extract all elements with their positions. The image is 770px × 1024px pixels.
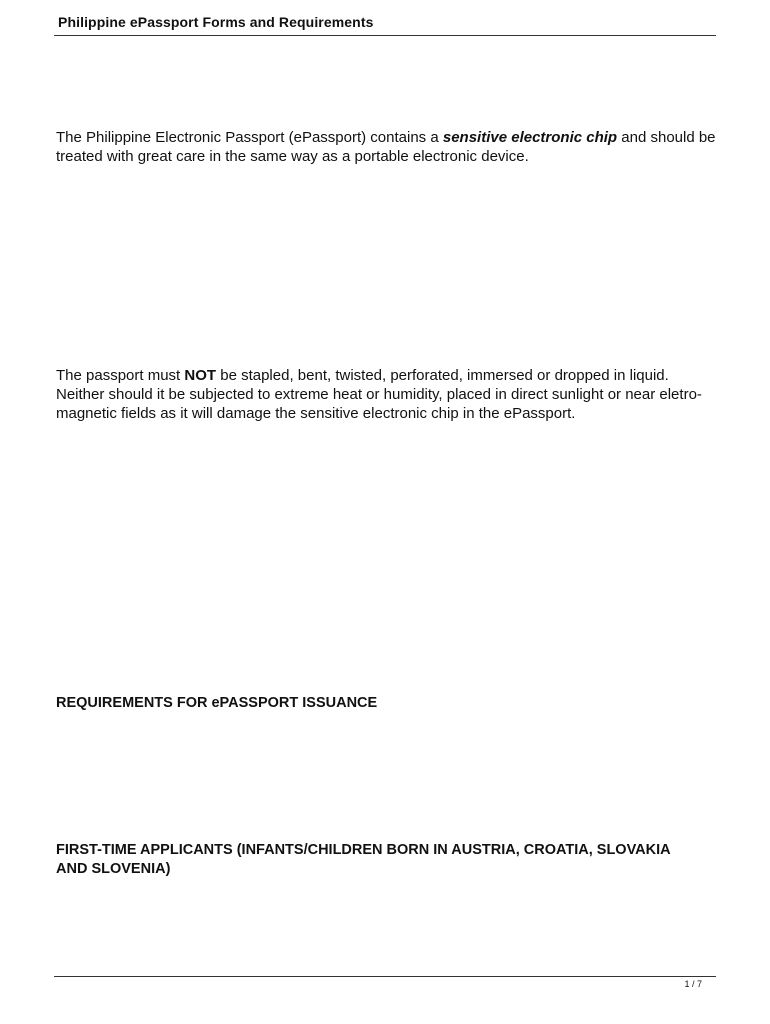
intro-text-end: and should be treated with great care in the same way as a portable electronic device.: [56, 129, 716, 165]
first-time-applicants-heading: FIRST-TIME APPLICANTS (INFANTS/CHILDREN BORN IN AUSTRIA, CROATIA, SLOVAKIA AND SLOVENIA): [56, 842, 671, 877]
footer-divider: [54, 976, 716, 977]
intro-text-start: The Philippine Electronic Passport (ePassport) contains a: [56, 129, 443, 146]
header-divider: [54, 35, 716, 36]
intro-emphasis: sensitive electronic chip: [442, 129, 618, 146]
care-strong: NOT: [184, 367, 217, 384]
page-number: 1 / 7: [684, 979, 702, 989]
care-text-end: be stapled, bent, twisted, perforated, immersed or dropped in liquid. Neither should it be subjected to extreme heat or humidity, placed in direct sunlight or near eletro-magnetic fields as it will damage the sensitive electronic chip in the ePassport.: [56, 367, 702, 422]
document-header-title: Philippine ePassport Forms and Requirements: [58, 14, 374, 30]
care-paragraph: [56, 366, 716, 423]
care-text-start: The passport must: [56, 367, 185, 384]
requirements-heading: REQUIREMENTS FOR ePASSPORT ISSUANCE: [56, 695, 378, 711]
intro-paragraph: [56, 128, 716, 166]
